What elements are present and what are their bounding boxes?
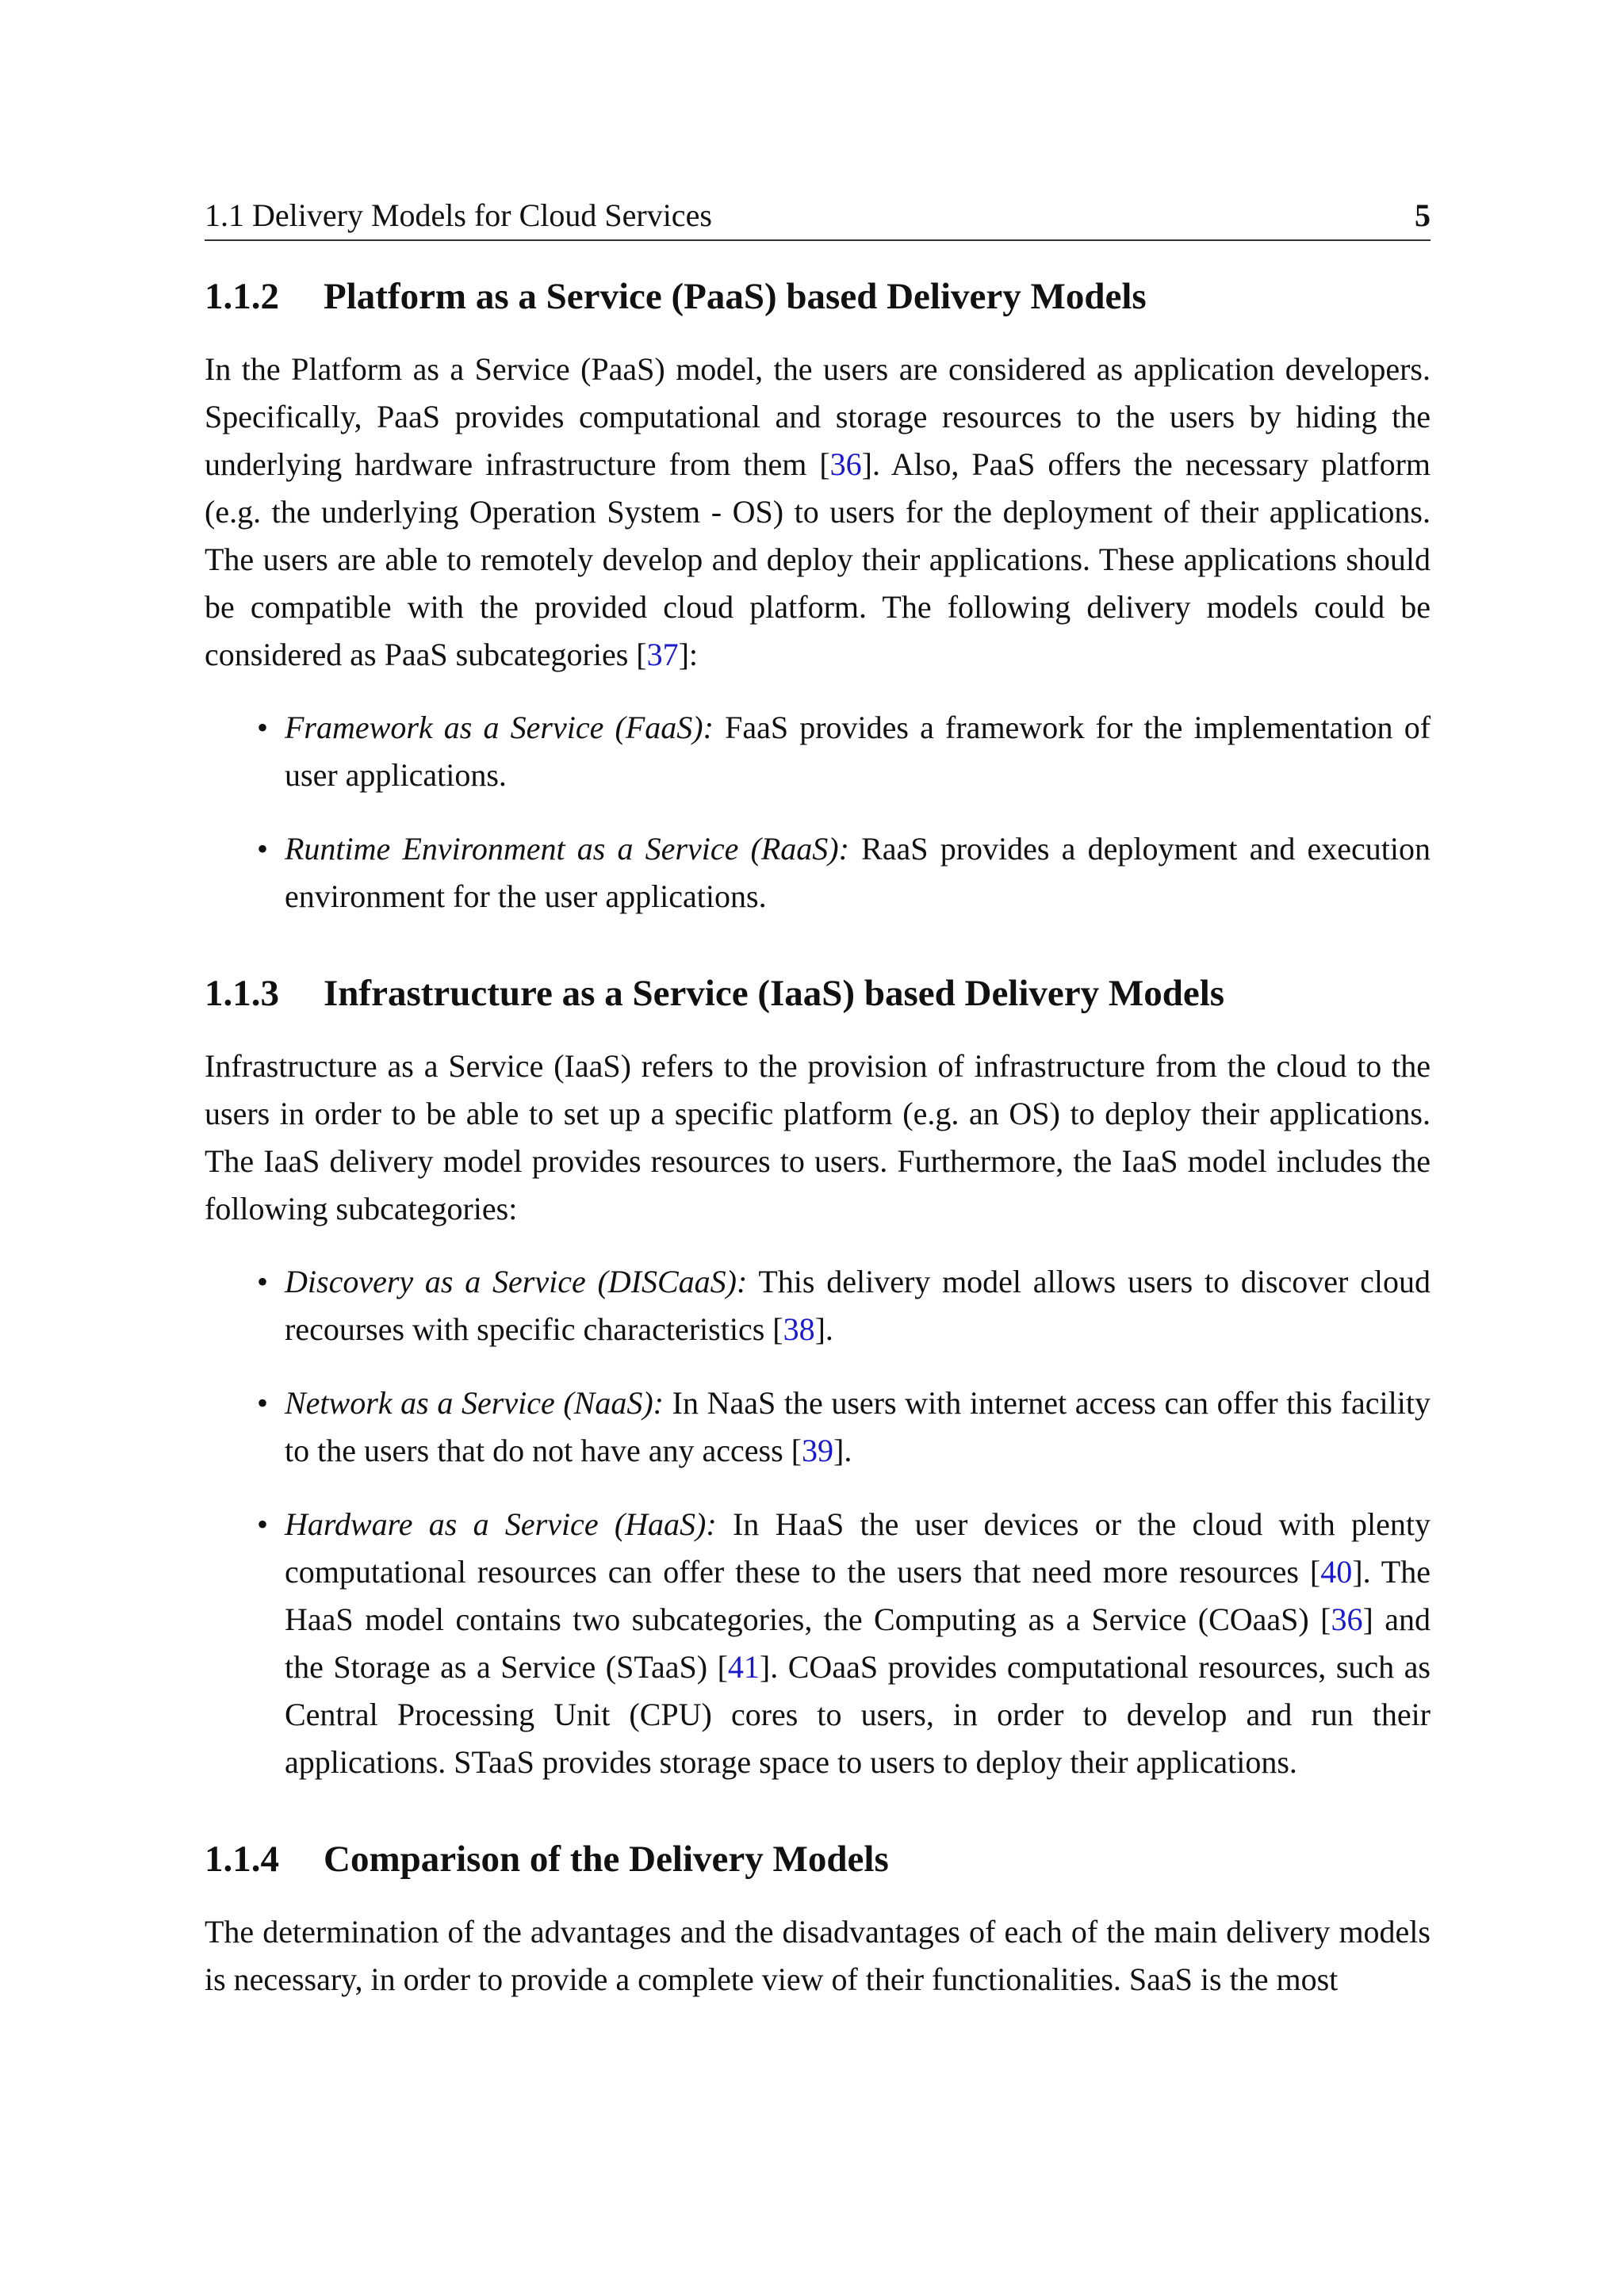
item-text: ]. COaaS provides computational resources, such as Central Processing Unit (CPU) cores to users, in order to develop and run their applications. STaaS provides storage space to users to deploy their applications. (285, 1649, 1431, 1780)
citation-link[interactable]: 38 (783, 1311, 815, 1347)
running-title: 1.1 Delivery Models for Cloud Services (205, 197, 712, 233)
paragraph-iaas: Infrastructure as a Service (IaaS) refers to the provision of infrastructure from the cloud to the users in order to be able to set up a specific platform (e.g. an OS) to deploy their applications. The IaaS delivery model provides resources to users. Furthermore, the IaaS model includes the following subcategories: (205, 1048, 1431, 1226)
paragraph-paas (205, 346, 1431, 679)
citation-link[interactable]: 41 (727, 1649, 760, 1685)
section-number: 1.1.3 (205, 973, 279, 1014)
item-term: Network as a Service (NaaS): (285, 1385, 664, 1421)
item-text: ] and the Storage as a Service (STaaS) [ (285, 1601, 1431, 1685)
page-content (205, 197, 1431, 2003)
list-item-faas (205, 704, 1431, 799)
paragraph-text: ]. Also, PaaS offers the necessary platform (e.g. the underlying Operation System - OS) to users for the deployment of their applications. The users are able to remotely develop and deploy their applications. These applications should be compatible with the provided cloud platform. The following delivery models could be considered as PaaS subcategories [ (205, 446, 1431, 672)
item-text: ]. (814, 1311, 833, 1347)
citation-link[interactable]: 40 (1320, 1554, 1353, 1590)
paas-subcategory-list (205, 704, 1431, 920)
iaas-subcategory-list (205, 1258, 1431, 1786)
paragraph-text: In the Platform as a Service (PaaS) model, the users are considered as application developers. Specifically, PaaS provides computational and storage resources to the users by hiding the underlying hardware infrastructure from them [ (205, 351, 1431, 482)
page-number: 5 (1415, 197, 1431, 233)
citation-link[interactable]: 37 (646, 637, 679, 672)
item-text: In NaaS the users with internet access can offer this facility to the users that do not have any access [ (285, 1385, 1431, 1468)
paragraph-text: ]: (678, 637, 699, 672)
section-title: Platform as a Service (PaaS) based Delivery Models (324, 276, 1147, 317)
bullet: • (257, 1264, 269, 1299)
citation-link[interactable]: 36 (829, 446, 862, 482)
citation-link[interactable]: 36 (1331, 1601, 1363, 1637)
item-text: In HaaS the user devices or the cloud with plenty computational resources can offer these to the users that need more resources [ (285, 1506, 1431, 1590)
bullet: • (257, 710, 269, 745)
item-text: ]. (833, 1433, 852, 1468)
section-title: Comparison of the Delivery Models (324, 1839, 889, 1880)
section-title: Infrastructure as a Service (IaaS) based Delivery Models (324, 973, 1225, 1014)
item-text: ]. The HaaS model contains two subcategories, the Computing as a Service (COaaS) [ (285, 1554, 1431, 1637)
bullet: • (257, 1385, 269, 1421)
item-text: FaaS provides a framework for the implementation of user applications. (285, 710, 1431, 793)
section-heading-iaas (205, 971, 1431, 1016)
item-term: Discovery as a Service (DISCaaS): (285, 1264, 748, 1299)
paragraph-comparison: The determination of the advantages and the disadvantages of each of the main delivery models is necessary, in order to provide a complete view of their functionalities. SaaS is the most (205, 1914, 1431, 1997)
section-heading-paas (205, 274, 1431, 319)
bullet: • (257, 1506, 269, 1542)
section-heading-comparison (205, 1837, 1431, 1881)
item-text: This delivery model allows users to discover cloud recourses with specific characteristics [ (285, 1264, 1431, 1347)
list-item-raas (205, 825, 1431, 920)
item-term: Hardware as a Service (HaaS): (285, 1506, 717, 1542)
list-item-naas (205, 1380, 1431, 1475)
bullet: • (257, 831, 269, 867)
item-text: RaaS provides a deployment and execution environment for the user applications. (285, 831, 1431, 914)
item-term: Runtime Environment as a Service (RaaS): (285, 831, 849, 867)
section-number: 1.1.2 (205, 276, 279, 317)
list-item-haas (205, 1501, 1431, 1786)
citation-link[interactable]: 39 (802, 1433, 834, 1468)
running-header (205, 197, 1431, 241)
section-number: 1.1.4 (205, 1839, 279, 1880)
list-item-discaas (205, 1258, 1431, 1353)
item-term: Framework as a Service (FaaS): (285, 710, 714, 745)
